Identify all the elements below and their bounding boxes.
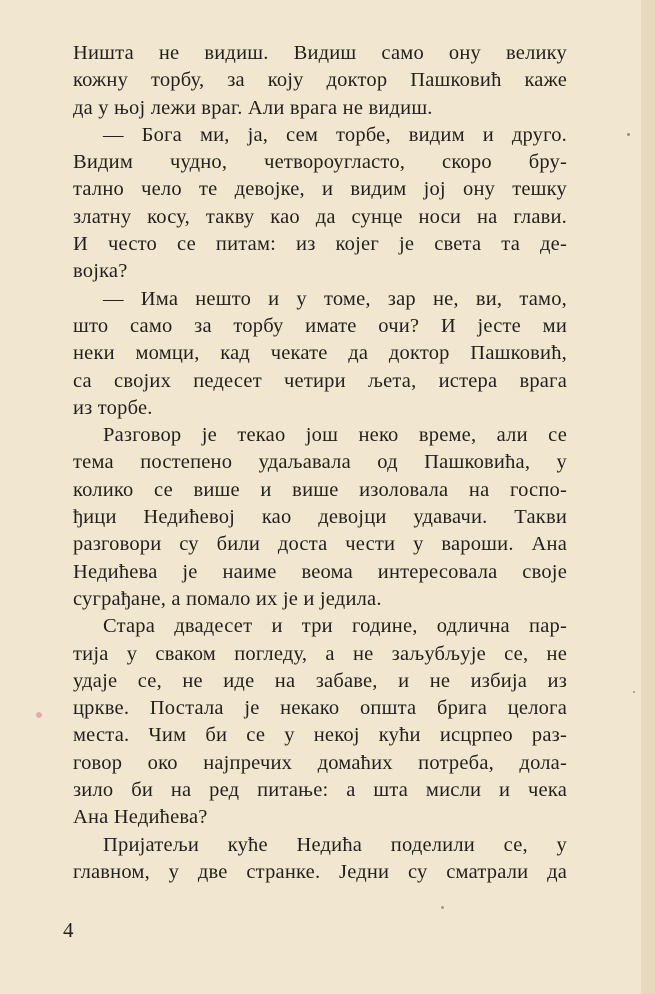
text-line: — Бога ми, ја, сем торбе, видим и друго.: [103, 123, 567, 146]
text-line: Видим чудно, четвороугласто, скоро бру-: [73, 151, 567, 174]
text-line: Стара двадесет и три године, одлична пар-: [103, 615, 567, 638]
text-line: тема постепено удаљавала од Пашковића, у: [73, 451, 567, 474]
text-line: говор око најпречих домаћих потреба, дола-: [73, 751, 567, 774]
text-line: Недићева је наиме веома интересовала своје: [73, 560, 567, 583]
text-line: главном, у две странке. Једни су сматрали да: [73, 860, 567, 883]
text-line: из торбе.: [73, 396, 153, 419]
text-line: војка?: [73, 260, 128, 283]
page-edge: [641, 0, 655, 994]
text-line: разговори су били доста чести у вароши. Ана: [73, 533, 567, 556]
text-line: кожну торбу, за коју доктор Пашковић каже: [73, 69, 567, 92]
text-line: тија у сваком погледу, а не заљубљује се, не: [73, 642, 567, 665]
text-line: И често се питам: из којег је света та де-: [73, 233, 567, 256]
text-line: цркве. Постала је некако општа брига целога: [73, 697, 567, 720]
text-line: — Има нешто и у томе, зар не, ви, тамо,: [103, 287, 567, 310]
ink-speck: [633, 691, 635, 693]
text-line: колико се више и више изоловала на госпо-: [73, 478, 567, 501]
text-line: удаје се, не иде на забаве, и не избија из: [73, 669, 567, 692]
text-line: што само за торбу имате очи? И јесте ми: [73, 314, 567, 337]
text-line: Пријатељи куће Недића поделили се, у: [103, 833, 567, 856]
page-text: [73, 40, 567, 886]
ink-speck: [627, 133, 630, 136]
text-line: суграђане, а помало их је и једила.: [73, 587, 382, 610]
text-line: ђици Недићевој као девојци удавачи. Такви: [73, 506, 567, 529]
text-line: златну косу, такву као да сунце носи на глави.: [73, 205, 567, 228]
text-line: Разговор је текао још неко време, али се: [103, 424, 567, 447]
text-line: са својих педесет четири љета, истера врага: [73, 369, 567, 392]
text-line: Ана Недићева?: [73, 806, 208, 829]
text-line: тално чело те девојке, и видим јој ону тешку: [73, 178, 567, 201]
text-line: зило би на ред питање: а шта мисли и чека: [73, 779, 567, 802]
text-line: да у њој лежи враг. Али врага не видиш.: [73, 96, 433, 119]
ink-speck: [441, 906, 444, 909]
text-line: места. Чим би се у некој кући исцрпео раз-: [73, 724, 567, 747]
page-number: 4: [63, 918, 74, 942]
ink-speck: [36, 712, 42, 718]
text-line: Ништа не видиш. Видиш само ону велику: [73, 42, 567, 64]
text-line: неки момци, кад чекате да доктор Пашковић,: [73, 342, 567, 365]
